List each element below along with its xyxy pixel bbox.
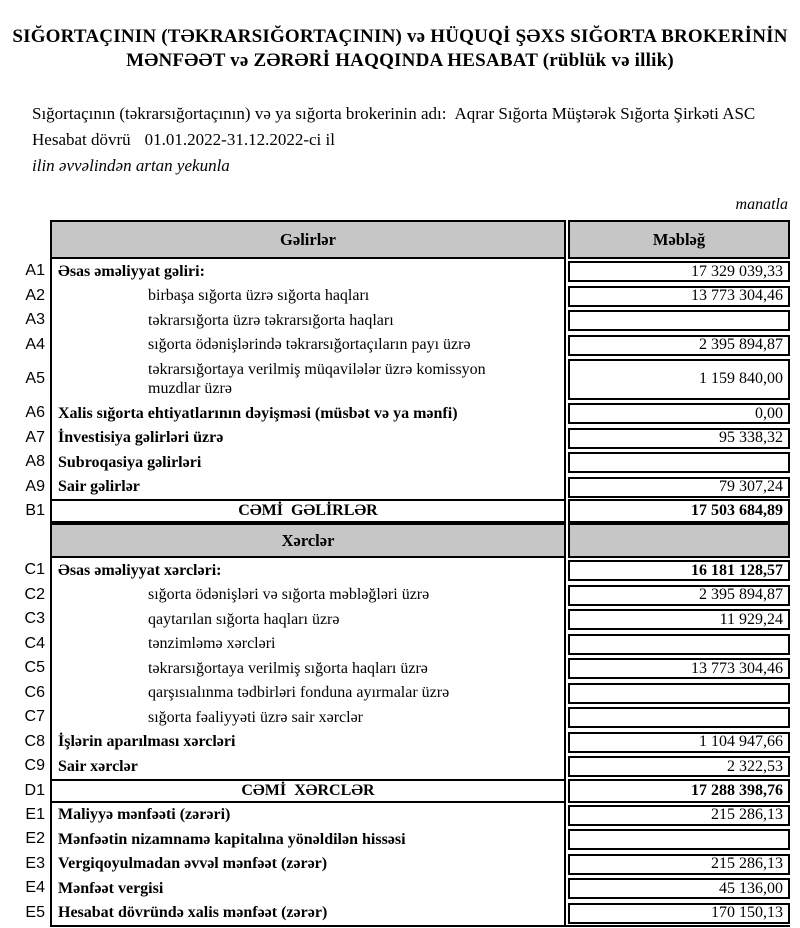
table-row-value: 16 181 128,57 (568, 560, 790, 581)
table-row-value (568, 452, 790, 473)
row-code-gutter (0, 523, 50, 558)
report-title-line1: SIĞORTAÇININ (TƏKRARSIĞORTAÇININ) və HÜQUQİ ŞƏXS SIĞORTA BROKERİNİN (12, 26, 788, 47)
total-row-label-text: CƏMİ XƏRCLƏR (241, 781, 375, 799)
row-code: E1 (25, 805, 45, 823)
cumulative-note: ilin əvvəlindən artan yekunla (32, 156, 230, 175)
amount-header-cell (568, 523, 790, 558)
table-row-label-text: sığorta ödənişlərində təkrarsığortaçıların payı üzrə (148, 336, 471, 354)
table-row-label (52, 284, 564, 309)
row-code: E3 (25, 854, 45, 872)
row-code: A7 (25, 428, 45, 446)
table-row-label (52, 558, 564, 583)
table-row-label (52, 852, 564, 877)
table-row-label-text: sığorta ödənişləri və sığorta məbləğləri üzrə (148, 586, 430, 604)
table-row-label (52, 705, 564, 730)
total-row (0, 499, 790, 523)
row-code: A2 (25, 286, 45, 304)
insurer-name-line (32, 101, 756, 127)
table-row-label-text: Sair gəlirlər (58, 478, 140, 496)
row-code: C3 (24, 610, 45, 628)
row-code: A8 (25, 453, 45, 471)
table-row-value: 13 773 304,46 (568, 286, 790, 307)
table-row-label (52, 730, 564, 755)
table-row-label-text: qarşısıalınma tədbirləri fonduna ayırmalar üzrə (148, 684, 450, 702)
total-row-label (50, 779, 566, 803)
table-row-value: 215 286,13 (568, 854, 790, 875)
table-row-label-text: Maliyyə mənfəəti (zərəri) (58, 806, 231, 824)
row-code: A5 (25, 370, 45, 387)
table-row-value: 17 329 039,33 (568, 261, 790, 282)
column-header-band (0, 220, 790, 259)
table-row-value: 170 150,13 (568, 903, 790, 924)
table-row-label-text: Subroqasiya gəlirləri (58, 453, 202, 471)
section-cells (50, 259, 790, 499)
amount-column (568, 259, 790, 499)
table-row-label (52, 308, 564, 333)
report-table (0, 220, 790, 927)
description-column (50, 803, 566, 926)
column-header-band (0, 523, 790, 558)
row-code-gutter (0, 259, 50, 499)
row-code: C4 (24, 634, 45, 652)
table-row-value (568, 310, 790, 331)
table-row-value (568, 707, 790, 728)
table-row-value: 215 286,13 (568, 805, 790, 826)
report-period-value: 01.01.2022-31.12.2022-ci il (144, 130, 335, 149)
section-cells (50, 558, 790, 779)
table-row-label (52, 259, 564, 284)
table-row-value: 13 773 304,46 (568, 658, 790, 679)
table-row-label (52, 656, 564, 681)
table-row-label (52, 450, 564, 475)
amount-column (568, 803, 790, 926)
table-row-value: 2 395 894,87 (568, 585, 790, 606)
row-code: A1 (25, 262, 45, 280)
table-row-label-text: Əsas əməliyyat gəliri: (58, 262, 205, 280)
row-code-gutter (0, 779, 50, 803)
table-row-label (52, 827, 564, 852)
table-row-value: 79 307,24 (568, 477, 790, 498)
table-row-label (52, 333, 564, 358)
total-row-label-text: CƏMİ GƏLİRLƏR (238, 502, 378, 519)
row-code: A6 (25, 404, 45, 422)
description-column (50, 259, 566, 499)
table-row-value (568, 634, 790, 655)
description-column (50, 558, 566, 779)
table-row-label-text: təkrarsığortaya verilmiş sığorta haqları üzrə (148, 659, 428, 677)
table-row-label (52, 583, 564, 608)
row-code: C2 (24, 585, 45, 603)
row-code: E4 (25, 879, 45, 897)
section-cells (50, 803, 790, 928)
table-row-label-text: Hesabat dövründə xalis mənfəət (zərər) (58, 904, 328, 922)
report-title-line2: MƏNFƏƏT və ZƏRƏRİ HAQQINDA HESABAT (rüblük və illik) (126, 50, 674, 71)
total-row-value: 17 288 398,76 (568, 779, 790, 803)
table-row-label (52, 803, 564, 828)
table-row-label-text: Mənfəətin nizamnamə kapitalına yönəldilən hissəsi (58, 830, 406, 848)
table-row-label (52, 632, 564, 657)
total-row (0, 779, 790, 803)
total-row-label (50, 499, 566, 523)
table-row-label-text: Mənfəət vergisi (58, 879, 164, 897)
row-code: C6 (24, 683, 45, 701)
row-code: E5 (25, 903, 45, 921)
row-code: C9 (24, 757, 45, 775)
row-code: A9 (25, 477, 45, 495)
table-row-label (52, 401, 564, 426)
row-code: B1 (25, 502, 45, 519)
row-code: C1 (24, 561, 45, 579)
report-period-line (32, 127, 756, 153)
table-row-value: 1 104 947,66 (568, 732, 790, 753)
table-row-value: 0,00 (568, 403, 790, 424)
row-code-gutter (0, 803, 50, 928)
row-code-gutter (0, 220, 50, 259)
table-row-value: 95 338,32 (568, 428, 790, 449)
row-code: C7 (24, 708, 45, 726)
table-row-value: 2 322,53 (568, 756, 790, 777)
table-row-label-text: Sair xərclər (58, 757, 138, 775)
table-row-value: 45 136,00 (568, 878, 790, 899)
insurer-name-label: Sığortaçının (təkrarsığortaçının) və ya sığorta brokerinin adı: (32, 104, 447, 123)
table-row-label-text: İşlərin aparılması xərcləri (58, 733, 236, 751)
table-row-label-text: birbaşa sığorta üzrə sığorta haqları (148, 287, 370, 305)
row-code: C8 (24, 732, 45, 750)
table-row-value: 2 395 894,87 (568, 335, 790, 356)
table-row-label (52, 426, 564, 451)
table-row-label-text: tənzimləmə xərcləri (148, 635, 276, 653)
income-header-cell: Gəlirlər (50, 220, 566, 259)
table-row-label (52, 681, 564, 706)
table-row-label-text: Xalis sığorta ehtiyatlarının dəyişməsi (müsbət və ya mənfi) (58, 404, 458, 422)
table-row-label (52, 754, 564, 779)
column-header-cells (50, 220, 790, 259)
total-cells (50, 499, 790, 523)
table-row-value (568, 683, 790, 704)
table-row-label-text: təkrarsığortaya verilmiş müqavilələr üzrə komissyon muzdlar üzrə (148, 361, 486, 397)
table-row-value: 11 929,24 (568, 609, 790, 630)
table-row-label-text: təkrarsığorta üzrə təkrarsığorta haqları (148, 311, 394, 329)
table-section-result (0, 803, 790, 928)
table-row-value (568, 829, 790, 850)
report-period-label: Hesabat dövrü (32, 130, 131, 149)
total-row-value: 17 503 684,89 (568, 499, 790, 523)
total-cells (50, 779, 790, 803)
table-section-expense (0, 558, 790, 779)
insurer-name-value: Aqrar Sığorta Müştərək Sığorta Şirkəti ASC (454, 104, 756, 123)
table-row-label (52, 607, 564, 632)
row-code-gutter (0, 499, 50, 523)
row-code: A4 (25, 335, 45, 353)
table-row-label (52, 876, 564, 901)
table-row-label-text: qaytarılan sığorta haqları üzrə (148, 610, 340, 628)
table-row-value: 1 159 840,00 (568, 359, 790, 400)
report-intro (32, 101, 756, 179)
table-row-label-text: İnvestisiya gəlirləri üzrə (58, 429, 224, 447)
table-section-income (0, 259, 790, 499)
table-row-label-text: Əsas əməliyyat xərcləri: (58, 561, 222, 579)
row-code: A3 (25, 311, 45, 329)
table-row-label-text: Vergiqoyulmadan əvvəl mənfəət (zərər) (58, 855, 328, 873)
table-row-label (52, 475, 564, 500)
column-header-cells (50, 523, 790, 558)
currency-note: manatla (735, 196, 788, 213)
amount-column (568, 558, 790, 779)
table-row-label-text: sığorta fəaliyyəti üzrə sair xərclər (148, 708, 363, 726)
row-code-gutter (0, 558, 50, 779)
expense-header-cell: Xərclər (50, 523, 566, 558)
row-code: D1 (24, 781, 45, 799)
row-code: C5 (24, 659, 45, 677)
table-row-label (52, 901, 564, 926)
table-row-label (52, 357, 564, 401)
row-code: E2 (25, 830, 45, 848)
amount-header-cell: Məbləğ (568, 220, 790, 259)
report-title (0, 25, 800, 73)
